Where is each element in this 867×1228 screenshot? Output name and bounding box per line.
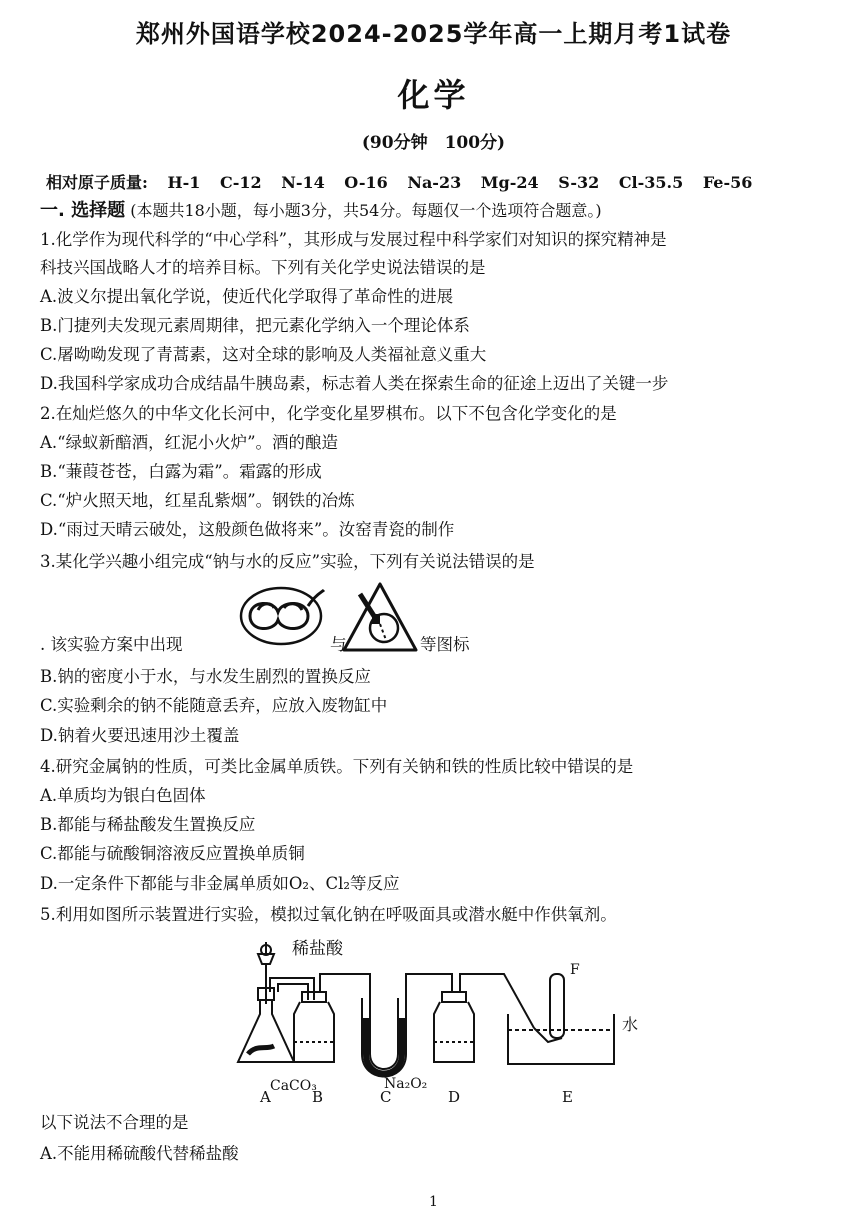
q3-option-a-suffix: 等图标 [420, 635, 470, 654]
apparatus-diagram [230, 934, 650, 1104]
atomic-mass-value: C-12 [219, 173, 262, 192]
page-number: 1 [429, 1194, 438, 1210]
q2-option-a: A.“绿蚁新醅酒，红泥小火炉”。酒的酿造 [40, 433, 339, 452]
q5-followup: 以下说法不合理的是 [40, 1113, 189, 1132]
q4-option-a: A.单质均为银白色固体 [40, 786, 206, 805]
q4-option-d: D.一定条件下都能与非金属单质如O₂、Cl₂等反应 [40, 874, 400, 893]
atomic-mass-value: S-32 [558, 173, 600, 192]
atomic-mass-value: Cl-35.5 [618, 173, 684, 192]
subject-title: 化学 [397, 76, 470, 114]
atomic-masses-label: 相对原子质量: [46, 173, 148, 192]
q1-option-d: D.我国科学家成功合成结晶牛胰岛素，标志着人类在探索生命的征途上迈出了关键一步 [40, 374, 669, 393]
reagent-na2o2: Na₂O₂ [384, 1076, 428, 1092]
reagent-caco3: CaCO₃ [270, 1078, 317, 1094]
acid-label: 稀盐酸 [292, 939, 343, 959]
q2-option-c: C.“炉火照天地，红星乱紫烟”。钢铁的冶炼 [40, 491, 355, 510]
q2-option-b: B.“蒹葭苍苍，白露为霜”。霜露的形成 [40, 462, 322, 481]
label-c: C [380, 1088, 392, 1104]
q3-option-a-mid: 与 [330, 635, 347, 654]
atomic-mass-value: O-16 [344, 173, 388, 192]
q3-option-d: D.钠着火要迅速用沙土覆盖 [40, 726, 240, 745]
q5-option-a: A.不能用稀硫酸代替稀盐酸 [40, 1144, 239, 1163]
goggles-icon [236, 580, 326, 654]
q2-stem: 2.在灿烂悠久的中华文化长河中，化学变化星罗棋布。以下不包含化学变化的是 [40, 404, 617, 423]
water-label: 水 [622, 1015, 639, 1034]
f-label: F [570, 962, 580, 978]
q2-option-d: D.“雨过天晴云破处，这般颜色做将来”。汝窑青瓷的制作 [40, 520, 455, 539]
corrosive-hazard-icon [340, 580, 420, 660]
q1-stem: 1.化学作为现代科学的“中心学科”，其形成与发展过程中科学家们对知识的探究精神是 [40, 230, 667, 249]
section-title: 一. 选择题 [40, 200, 126, 221]
q3-stem: 3.某化学兴趣小组完成“钠与水的反应”实验，下列有关说法错误的是 [40, 552, 535, 571]
section-heading [40, 196, 602, 222]
q3-option-a-prefix: . 该实验方案中出现 [40, 635, 183, 654]
atomic-mass-value: Na-23 [407, 173, 462, 192]
label-d: D [448, 1088, 461, 1104]
q4-stem: 4.研究金属钠的性质，可类比金属单质铁。下列有关钠和铁的性质比较中错误的是 [40, 757, 634, 776]
q1-stem-cont: 科技兴国战略人才的培养目标。下列有关化学史说法错误的是 [40, 258, 486, 277]
q3-option-c: C.实验剩余的钠不能随意丢弃，应放入废物缸中 [40, 696, 388, 715]
atomic-mass-value: Fe-56 [702, 173, 753, 192]
q5-stem: 5.利用如图所示装置进行实验，模拟过氧化钠在呼吸面具或潜水艇中作供氧剂。 [40, 905, 617, 924]
q3-option-b: B.钠的密度小于水，与水发生剧烈的置换反应 [40, 667, 371, 686]
label-a: A [260, 1088, 271, 1104]
exam-duration: (90分钟 100分) [361, 133, 506, 153]
section-instruction: (本题共18小题，每小题3分，共54分。每题仅一个选项符合题意。) [130, 201, 602, 220]
q3-option-a [40, 634, 183, 656]
q4-option-b: B.都能与稀盐酸发生置换反应 [40, 815, 256, 834]
q1-option-a: A.波义尔提出氧化学说，使近代化学取得了革命性的进展 [40, 287, 454, 306]
q1-option-b: B.门捷列夫发现元素周期律，把元素化学纳入一个理论体系 [40, 316, 470, 335]
atomic-mass-value: N-14 [281, 173, 325, 192]
atomic-mass-value: Mg-24 [480, 173, 539, 192]
atomic-mass-value: H-1 [167, 173, 201, 192]
atomic-masses [46, 170, 752, 193]
exam-title: 郑州外国语学校2024-2025学年高一上期月考1试卷 [135, 20, 732, 48]
q1-option-c: C.屠呦呦发现了青蒿素，这对全球的影响及人类福祉意义重大 [40, 345, 487, 364]
q4-option-c: C.都能与硫酸铜溶液反应置换单质铜 [40, 844, 305, 863]
label-e: E [562, 1088, 573, 1104]
label-b: B [312, 1088, 324, 1104]
